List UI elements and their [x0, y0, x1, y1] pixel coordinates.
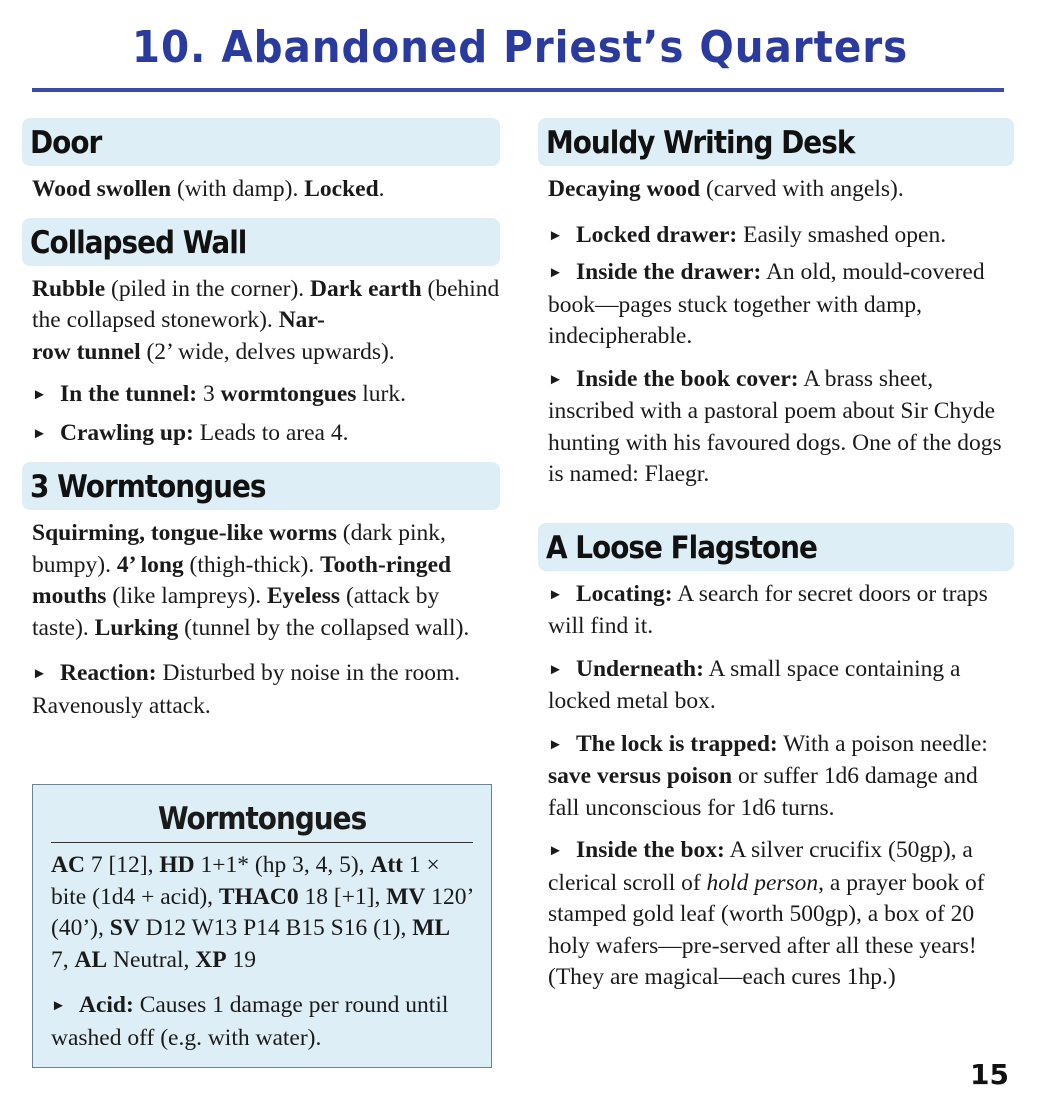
- text: (with damp).: [171, 176, 305, 202]
- stat-label: ML: [412, 915, 451, 941]
- bullet-triangle-icon: ►: [32, 666, 47, 682]
- bullet-underneath: [548, 654, 1014, 718]
- bullet-triangle-icon: ►: [548, 736, 563, 753]
- text: A silver crucifix (50gp), a clerical scroll of: [548, 837, 973, 896]
- text: Disturbed by noise in the room. Ravenously attack.: [32, 660, 461, 719]
- door-section: [22, 174, 500, 206]
- heading-writing-desk: Mouldy Writing Desk: [538, 118, 1014, 166]
- bullet-label: Underneath:: [576, 655, 704, 682]
- stat-value: D12 W13 P14 B15 S16 (1),: [139, 915, 413, 941]
- stat-value: 7,: [51, 946, 75, 973]
- bold-term: row tunnel: [32, 338, 141, 365]
- bold-term: wormtongues: [220, 381, 357, 407]
- text: , a prayer book of stamped gold leaf (worth 500gp), a box of 20 holy wafers—pre-served after all these years! (They are magical—each cures 1hp.): [548, 869, 985, 990]
- bold-term: Squirming, tongue-like worms: [32, 520, 337, 546]
- writing-desk-section: [538, 174, 1014, 491]
- text: (behind the collapsed stonework).: [32, 275, 500, 333]
- text: (dark pink, bumpy).: [32, 520, 446, 578]
- text: (like lampreys).: [106, 583, 267, 609]
- bullet-label: Inside the book cover:: [576, 365, 799, 392]
- stat-label: HD: [159, 852, 195, 878]
- bullet-label: In the tunnel:: [60, 381, 198, 407]
- wormtongues-section: [22, 518, 500, 722]
- text: Leads to area 4.: [193, 419, 349, 446]
- bullet-triangle-icon: ►: [51, 998, 66, 1014]
- text: A brass sheet, inscribed with a pastoral poem about Sir Chyde hunting with his favoured dogs. One of the dogs is named: Flaegr.: [548, 365, 1002, 487]
- bold-term: Dark earth: [310, 275, 422, 302]
- bullet-triangle-icon: ►: [548, 265, 563, 281]
- heading-door: Door: [22, 118, 500, 166]
- text: or suffer 1d6 damage and fall unconscious for 1d6 turns.: [548, 763, 978, 821]
- stat-value: 19: [226, 946, 256, 973]
- text: (tunnel by the collapsed wall).: [178, 614, 470, 641]
- stat-label: XP: [195, 946, 227, 973]
- door-text: [32, 174, 500, 206]
- right-column: [538, 118, 1014, 994]
- bold-term: Tooth-ringed mouths: [32, 551, 452, 609]
- stat-label: AC: [51, 852, 85, 878]
- title-rule: [32, 88, 1004, 92]
- text: With a poison needle:: [777, 730, 988, 757]
- bullet-label: Acid:: [79, 992, 134, 1018]
- stat-block-title: Wormtongues: [157, 801, 367, 837]
- stat-label: THAC0: [218, 883, 299, 910]
- stat-value: 1 × bite (1d4 + acid),: [51, 852, 440, 910]
- bullet-lock-trapped: [548, 729, 1014, 825]
- bullet-locked-drawer: [548, 220, 1014, 253]
- text: A small space containing a locked metal box.: [548, 655, 961, 714]
- stat-value: Neutral,: [107, 946, 196, 973]
- stat-value: 120’ (40’),: [51, 883, 473, 941]
- stat-block-body: [33, 843, 491, 1054]
- stat-value: 7 [12],: [84, 852, 160, 878]
- bullet-triangle-icon: ►: [548, 843, 563, 859]
- bold-term: Rubble: [32, 275, 106, 302]
- collapsed-wall-section: [22, 274, 500, 451]
- left-column: [22, 118, 500, 722]
- worms-text: [32, 518, 500, 644]
- stat-line: [51, 850, 473, 976]
- stat-label: SV: [109, 915, 140, 941]
- stat-label: AL: [74, 946, 108, 973]
- text: (carved with angels).: [700, 176, 904, 202]
- text: An old, mould-covered book—pages stuck together with damp, indecipherable.: [548, 259, 985, 349]
- bullet-inside-drawer: [548, 257, 1014, 353]
- bold-term: Locked: [304, 176, 379, 202]
- bold-term: Eyeless: [266, 583, 341, 609]
- bullet-inside-book-cover: [548, 364, 1014, 491]
- bold-term: Nar-: [278, 307, 325, 333]
- text: (thigh-thick).: [183, 551, 321, 578]
- bullet-label: Inside the drawer:: [576, 259, 762, 285]
- heading-loose-flagstone: A Loose Flagstone: [538, 523, 1014, 571]
- wall-text: [32, 274, 500, 369]
- bold-term: Wood swollen: [32, 176, 172, 202]
- page-number: 15: [970, 1058, 1009, 1091]
- bullet-label: Inside the box:: [576, 837, 725, 863]
- heading-wormtongues: 3 Wormtongues: [22, 462, 500, 510]
- bullet-inside-box: [548, 835, 1014, 994]
- text: 3: [197, 381, 221, 407]
- stat-value: 18 [+1],: [298, 883, 387, 910]
- bullet-label: Locating:: [576, 580, 673, 607]
- stat-value: 1+1* (hp 3, 4, 5),: [194, 852, 371, 878]
- text: (2’ wide, delves upwards).: [140, 338, 395, 365]
- bullet-label: Locked drawer:: [576, 221, 738, 248]
- text: Causes 1 damage per round until washed off (e.g. with water).: [51, 992, 449, 1051]
- bullet-locating: [548, 579, 1014, 643]
- bullet-label: Crawling up:: [60, 419, 194, 446]
- text: A search for secret doors or traps will find it.: [548, 580, 988, 639]
- stat-label: MV: [386, 883, 426, 910]
- text: lurk.: [356, 381, 407, 407]
- italic-term: hold person: [706, 869, 819, 896]
- bullet-triangle-icon: ►: [548, 586, 563, 603]
- desk-text: [548, 174, 1014, 206]
- stat-block: [32, 784, 492, 1068]
- bullet-label: The lock is trapped:: [576, 730, 778, 757]
- bullet-triangle-icon: ►: [548, 227, 563, 244]
- text: Easily smashed open.: [737, 221, 947, 248]
- bold-term: 4’ long: [116, 551, 184, 578]
- bold-term: Lurking: [94, 614, 179, 641]
- bullet-triangle-icon: ►: [548, 661, 563, 678]
- bullet-triangle-icon: ►: [32, 387, 47, 403]
- bullet-triangle-icon: ►: [32, 425, 47, 442]
- heading-collapsed-wall: Collapsed Wall: [22, 218, 500, 266]
- bullet-acid: [51, 990, 473, 1054]
- bullet-crawling-up: [32, 418, 500, 451]
- loose-flagstone-section: [538, 579, 1014, 994]
- text: (attack by taste).: [32, 583, 440, 641]
- stat-label: Att: [370, 852, 404, 878]
- bold-term: Decaying wood: [548, 176, 701, 202]
- text: .: [378, 176, 385, 202]
- text: (piled in the corner).: [105, 275, 311, 302]
- bullet-triangle-icon: ►: [548, 371, 563, 388]
- bullet-in-the-tunnel: [32, 379, 500, 412]
- bullet-label: Reaction:: [60, 660, 157, 686]
- page-title: 10. Abandoned Priest’s Quarters: [131, 22, 909, 73]
- bullet-reaction: [32, 658, 500, 722]
- bold-term: save versus poison: [548, 763, 733, 789]
